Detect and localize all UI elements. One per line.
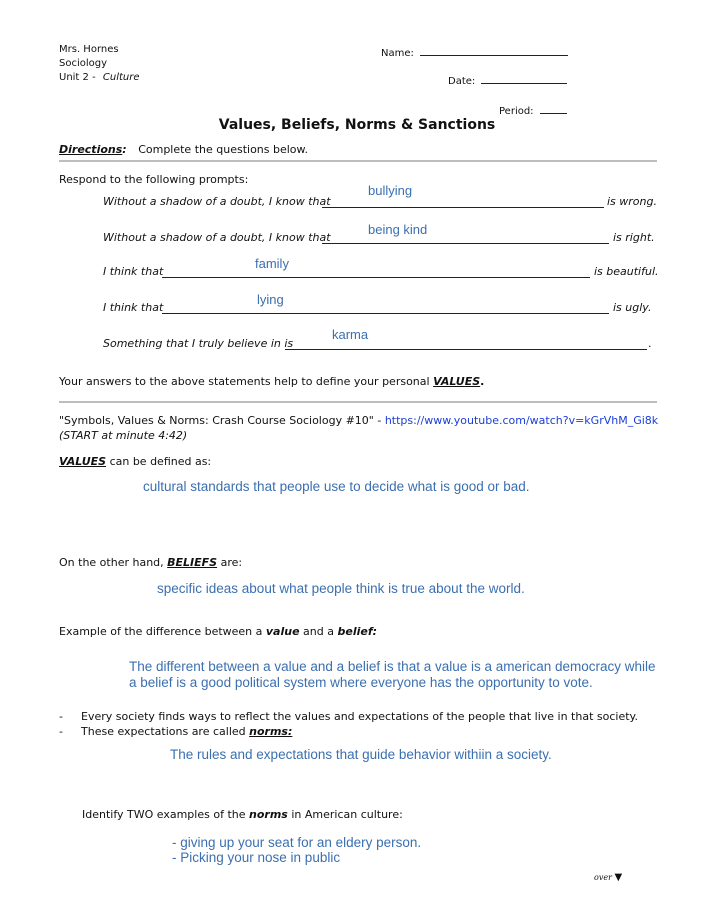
prompt-5 (103, 337, 293, 350)
prompt-4-answer[interactable]: lying (257, 292, 284, 307)
prompt-3 (103, 265, 163, 278)
prompt-3-suffix: is beautiful. (594, 265, 659, 278)
unit-name: Culture (102, 72, 140, 83)
video-reference (59, 414, 658, 427)
down-triangle-icon: ▼ (614, 872, 623, 883)
identify-term: norms (249, 808, 288, 821)
identify-suffix: in American culture: (291, 808, 403, 821)
values-def-text: can be defined as: (109, 455, 212, 468)
directions-label: Directions (59, 143, 123, 156)
prompt-3-answer[interactable]: family (255, 256, 289, 271)
identify-prefix: Identify TWO examples of the (82, 808, 246, 821)
period-field[interactable] (499, 102, 567, 117)
prompt-3-prefix: I think that (103, 265, 164, 278)
unit-line (59, 72, 140, 83)
values-summary-term: VALUES (433, 375, 481, 388)
example-answer-line-2[interactable]: a belief is a good political system where everyone has the opportunity to vote. (129, 675, 593, 690)
prompt-1 (103, 195, 331, 208)
norms-term: norms: (249, 725, 293, 738)
beliefs-answer[interactable]: specific ideas about what people think is true about the world. (157, 581, 525, 596)
example-belief-term: belief: (337, 625, 378, 638)
example-prompt (59, 625, 377, 638)
name-blank[interactable] (420, 44, 568, 56)
video-title: "Symbols, Values & Norms: Crash Course Sociology #10" (59, 414, 374, 427)
norm-example-1[interactable]: - giving up your seat for an eldery person. (172, 835, 422, 850)
directions-text: Complete the questions below. (138, 143, 309, 156)
period-label: Period: (499, 106, 534, 117)
prompt-5-answer[interactable]: karma (332, 327, 369, 342)
norms-answer[interactable]: The rules and expectations that guide behavior withiin a society. (170, 747, 552, 762)
prompt-5-suffix: . (648, 337, 652, 350)
norms-bullet-2-prefix: These expectations are called (81, 725, 246, 738)
prompt-4-blank[interactable] (162, 301, 609, 314)
over-text: over (594, 873, 612, 882)
prompt-2-answer[interactable]: being kind (368, 222, 428, 237)
prompts-intro: Respond to the following prompts: (59, 173, 249, 186)
values-term: VALUES (59, 455, 107, 468)
norms-bullet-1-text: Every society finds ways to reflect the values and expectations of the people that live in that society. (81, 710, 638, 723)
identify-norms-prompt (82, 808, 403, 821)
prompt-2-prefix: Without a shadow of a doubt, I know that (103, 231, 331, 244)
prompt-1-suffix: is wrong. (607, 195, 657, 208)
example-prefix: Example of the difference between a (59, 625, 263, 638)
norm-example-2[interactable]: - Picking your nose in public (172, 850, 341, 865)
values-summary-text: Your answers to the above statements help to define your personal (59, 375, 430, 388)
divider (59, 160, 657, 162)
name-label: Name: (381, 48, 414, 59)
example-value-term: value (265, 625, 300, 638)
teacher-name: Mrs. Hornes (59, 44, 119, 55)
subject-name: Sociology (59, 58, 108, 69)
video-link[interactable]: https://www.youtube.com/watch?v=kGrVhM_Gi8k (384, 414, 659, 427)
directions-colon: : (122, 143, 127, 156)
prompt-5-prefix: Something that I truly believe in is (103, 337, 294, 350)
values-summary-end: . (480, 375, 485, 388)
divider (59, 401, 657, 403)
beliefs-term: BELIEFS (167, 556, 218, 569)
norms-bullet-2 (59, 725, 292, 738)
example-and: and a (303, 625, 334, 638)
prompt-1-blank[interactable] (322, 195, 604, 208)
prompt-2-blank[interactable] (322, 231, 609, 244)
prompt-3-blank[interactable] (162, 265, 590, 278)
prompt-4-suffix: is ugly. (613, 301, 652, 314)
norms-bullet-1 (59, 710, 638, 723)
example-answer-line-1[interactable]: The different between a value and a belief is that a value is a american democracy while (129, 659, 656, 674)
values-summary (59, 375, 484, 388)
values-answer[interactable]: cultural standards that people use to decide what is good or bad. (143, 479, 530, 494)
date-field[interactable] (448, 72, 567, 87)
prompt-4-prefix: I think that (103, 301, 164, 314)
page-title: Values, Beliefs, Norms & Sanctions (218, 117, 496, 133)
over-label (594, 872, 622, 883)
dash-icon: - (59, 725, 63, 738)
date-blank[interactable] (481, 72, 567, 84)
prompt-1-prefix: Without a shadow of a doubt, I know that (103, 195, 331, 208)
dash-icon: - (59, 710, 63, 723)
directions (59, 143, 308, 156)
name-field[interactable] (381, 44, 568, 59)
beliefs-def-text: are: (220, 556, 243, 569)
period-blank[interactable] (540, 102, 567, 114)
prompt-4 (103, 301, 163, 314)
prompt-1-answer[interactable]: bullying (368, 183, 413, 198)
prompt-2-suffix: is right. (613, 231, 655, 244)
video-dash: - (377, 414, 382, 427)
beliefs-prefix: On the other hand, (59, 556, 164, 569)
values-definition (59, 455, 211, 468)
unit-prefix: Unit 2 - (59, 72, 96, 83)
date-label: Date: (448, 76, 476, 87)
beliefs-definition (59, 556, 242, 569)
prompt-2 (103, 231, 331, 244)
video-start: (START at minute 4:42) (59, 429, 188, 442)
